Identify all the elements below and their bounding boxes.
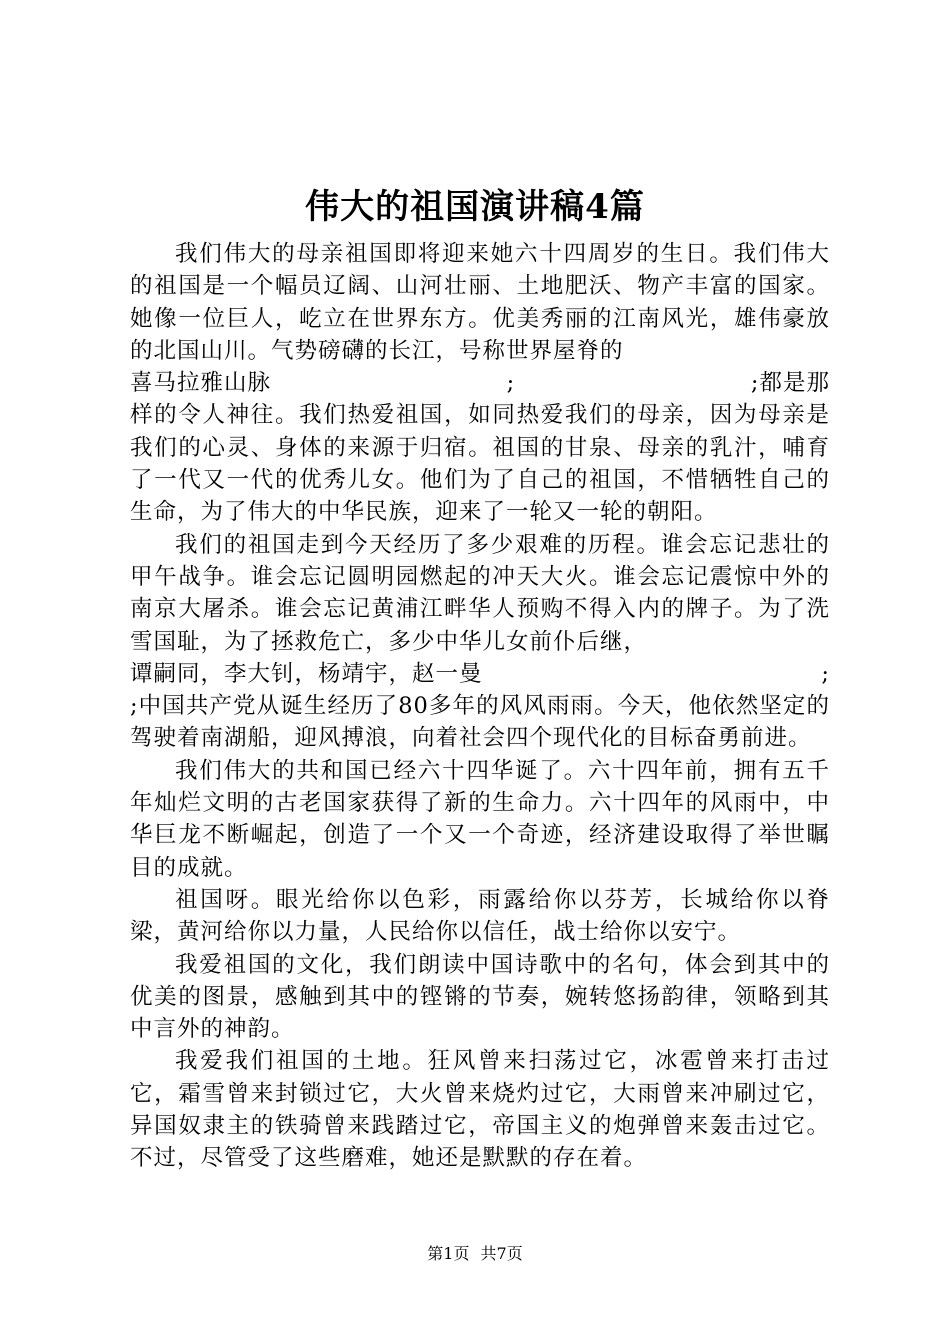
paragraph-1-gap-mid: ;	[506, 370, 516, 397]
paragraph-4: 祖国呀。眼光给你以色彩，雨露给你以芬芳，长城给你以脊梁，黄河给你以力量，人民给你以信任，战士给你以安宁。	[130, 886, 830, 946]
page-number: 第1页	[427, 1244, 470, 1263]
paragraph-1-gap-line	[130, 367, 830, 399]
document-body	[130, 238, 830, 1175]
document-title: 伟大的祖国演讲稿4篇	[305, 187, 645, 227]
paragraph-1	[130, 238, 830, 367]
paragraph-3: 我们伟大的共和国已经六十四华诞了。六十四年前，拥有五千年灿烂文明的古老国家获得了新的生命力。六十四年的风雨中，中华巨龙不断崛起，创造了一个又一个奇迹，经济建设取得了举世瞩目的成就。	[130, 757, 830, 881]
paragraph-2-gap-start: 谭嗣同，李大钊，杨靖宇，赵一曼	[130, 660, 483, 687]
paragraph-2-text: 我们的祖国走到今天经历了多少艰难的历程。谁会忘记悲壮的甲午战争。谁会忘记圆明园燃起的冲天大火。谁会忘记震惊中外的南京大屠杀。谁会忘记黄浦江畔华人预购不得入内的牌子。为了洗雪国耻，为了拯救危亡，多少中华儿女前仆后继，	[130, 531, 830, 655]
paragraph-5: 我爱祖国的文化，我们朗读中国诗歌中的名句，体会到其中的优美的图景，感触到其中的铿锵的节奏，婉转悠扬韵律，领略到其中言外的神韵。	[130, 951, 830, 1043]
paragraph-2	[130, 529, 830, 658]
paragraph-1-gap-start: 喜马拉雅山脉	[130, 370, 272, 397]
paragraph-1-text: 我们伟大的母亲祖国即将迎来她六十四周岁的生日。我们伟大的祖国是一个幅员辽阔、山河壮丽、土地肥沃、物产丰富的国家。她像一位巨人，屹立在世界东方。优美秀丽的江南风光，雄伟豪放的北国山川。气势磅礴的长江，号称世界屋脊的	[130, 241, 830, 364]
paragraph-2-gap-line	[130, 658, 830, 690]
paragraph-2-continued: ;中国共产党从诞生经历了80多年的风风雨雨。今天，他依然坚定的驾驶着南湖船，迎风搏浪，向着社会四个现代化的目标奋勇前进。	[130, 693, 830, 752]
page-total: 共7页	[480, 1244, 523, 1263]
paragraph-1-continued: 样的令人神往。我们热爱祖国，如同热爱我们的母亲，因为母亲是我们的心灵、身体的来源于归宿。祖国的甘泉、母亲的乳汁，哺育了一代又一代的优秀儿女。他们为了自己的祖国，不惜牺牲自己的生命，为了伟大的中华民族，迎来了一轮又一轮的朝阳。	[130, 402, 830, 526]
paragraph-1-gap-end: ;都是那	[750, 370, 830, 397]
paragraph-6: 我爱我们祖国的土地。狂风曾来扫荡过它，冰雹曾来打击过它，霜雪曾来封锁过它，大火曾来烧灼过它，大雨曾来冲刷过它，异国奴隶主的铁骑曾来践踏过它，帝国主义的炮弹曾来轰击过它。不过，尽管受了这些磨难，她还是默默的存在着。	[130, 1048, 830, 1172]
paragraph-2-gap-end: ;	[821, 660, 830, 687]
page-footer	[0, 1243, 950, 1265]
